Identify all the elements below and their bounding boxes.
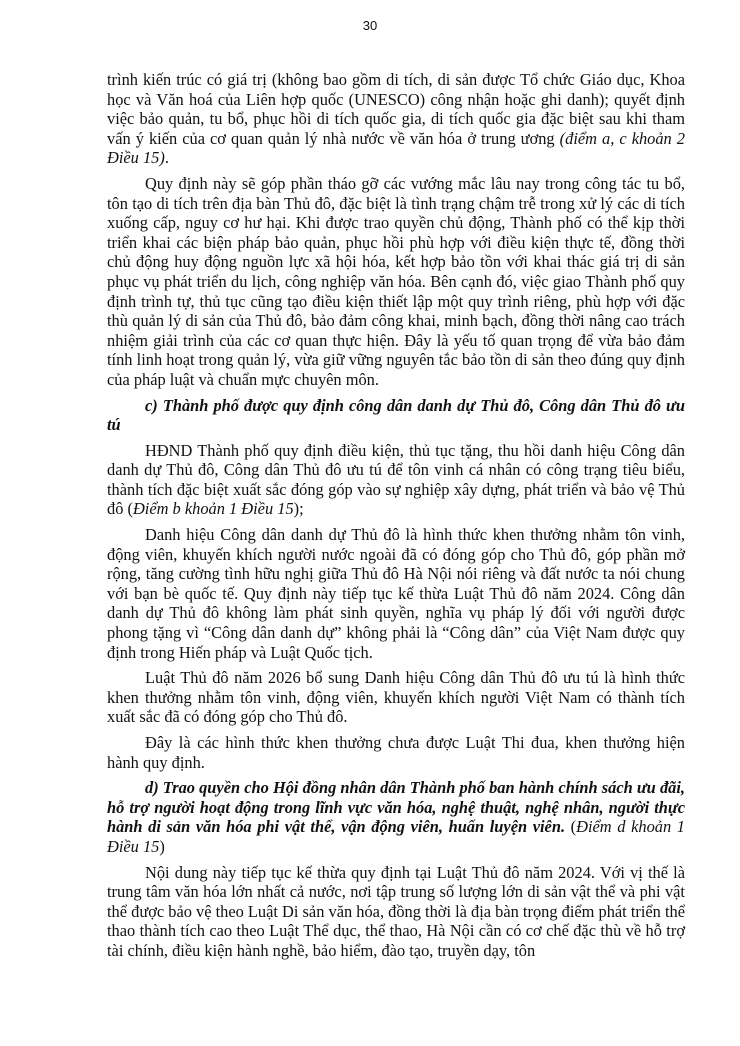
- paragraph-5: Luật Thủ đô năm 2026 bổ sung Danh hiệu Công dân Thủ đô ưu tú là hình thức khen thưởng nhằm tôn vinh, động viên, khuyến khích người Việt Nam có thành tích xuất sắc đã có đóng góp cho Thủ đô.: [107, 668, 685, 727]
- document-body: [107, 70, 685, 967]
- paragraph-4: Danh hiệu Công dân danh dự Thủ đô là hình thức khen thưởng nhằm tôn vinh, động viên, khuyến khích người nước ngoài đã có đóng góp cho Thủ đô, góp phần mở rộng, tăng cường tình hữu nghị giữa Thủ đô Hà Nội nói riêng và đất nước ta nói chung với bạn bè quốc tế. Quy định này tiếp tục kế thừa Luật Thủ đô năm 2024. Công dân danh dự Thủ đô không làm phát sinh quyền, nghĩa vụ pháp lý đối với người được phong tặng vì “Công dân danh dự” không phải là “Công dân” của Việt Nam được quy định trong Hiến pháp và Luật Quốc tịch.: [107, 525, 685, 662]
- section-heading-d: [107, 778, 685, 856]
- page-number: 30: [362, 18, 378, 33]
- section-heading-d-text: d) Trao quyền cho Hội đồng nhân dân Thành phố ban hành chính sách ưu đãi, hỗ trợ người hoạt động trong lĩnh vực văn hóa, nghệ thuật, nghệ nhân, người thực hành di sản văn hóa phi vật thể, vận động viên, huấn luyện viên.: [107, 778, 685, 837]
- section-heading-d-citation: Điểm d khoản 1 Điều 15: [107, 817, 685, 856]
- paragraph-1-citation: (điểm a, c khoản 2 Điều 15): [107, 128, 685, 168]
- paragraph-3: [107, 441, 685, 519]
- paragraph-2: Quy định này sẽ góp phần tháo gỡ các vướng mắc lâu nay trong công tác tu bổ, tôn tạo di tích trên địa bàn Thủ đô, đặc biệt là tình trạng chậm trễ trong xử lý các di tích xuống cấp, nguy cơ hư hại. Khi được trao quyền chủ động, Thành phố có thể kịp thời triển khai các biện pháp bảo quản, phục hồi phù hợp với điều kiện thực tế, đồng thời chủ động huy động nguồn lực xã hội hóa, kết hợp bảo tồn với khai thác giá trị di sản phục vụ phát triển du lịch, công nghiệp văn hóa. Bên cạnh đó, việc giao Thành phố quy định trình tự, thủ tục cũng tạo điều kiện thiết lập một quy trình riêng, phù hợp với đặc thù quản lý di sản của Thủ đô, bảo đảm công khai, minh bạch, đồng thời nâng cao trách nhiệm giải trình của các cơ quan thực hiện. Đây là yếu tố quan trọng để vừa bảo đảm tính linh hoạt trong quản lý, vừa giữ vững nguyên tắc bảo tồn di sản theo đúng quy định của pháp luật và chuẩn mực chuyên môn.: [107, 173, 685, 389]
- paragraph-3-citation: Điểm b khoản 1 Điều 15: [132, 499, 294, 519]
- paragraph-7: Nội dung này tiếp tục kế thừa quy định tại Luật Thủ đô năm 2024. Với vị thế là trung tâm văn hóa lớn nhất cả nước, nơi tập trung số lượng lớn di sản vật thể và phi vật thể được bảo vệ theo Luật Di sản văn hóa, đồng thời là địa bàn trọng điểm phát triển thể thao thành tích cao theo Luật Thể dục, thể thao, Hà Nội cần có cơ chế đặc thù về hỗ trợ tài chính, điều kiện hành nghề, bảo hiểm, đào tạo, truyền dạy, tôn: [107, 862, 685, 960]
- paragraph-6: Đây là các hình thức khen thưởng chưa được Luật Thi đua, khen thưởng hiện hành quy định.: [107, 733, 685, 772]
- paragraph-1-text: trình kiến trúc có giá trị (không bao gồm di tích, di sản được Tổ chức Giáo dục, Khoa học và Văn hoá của Liên hợp quốc (UNESCO) công nhận hoặc ghi danh); quyết định việc bảo quản, tu bổ, phục hồi di tích quốc gia, di tích quốc gia đặc biệt sau khi tham vấn ý kiến của cơ quan quản lý nhà nước về văn hóa ở trung ương: [107, 70, 685, 148]
- section-heading-d-open: (: [565, 817, 577, 837]
- paragraph-3-text: HĐND Thành phố quy định điều kiện, thủ tục tặng, thu hồi danh hiệu Công dân danh dự Thủ đô, Công dân Thủ đô ưu tú để tôn vinh cá nhân có công trạng tiêu biểu, thành tích đặc biệt xuất sắc đóng góp vào sự nghiệp xây dựng, phát triển và bảo vệ Thủ đô (: [107, 440, 685, 519]
- paragraph-1-end: .: [164, 148, 169, 168]
- paragraph-3-end: );: [293, 499, 304, 519]
- section-heading-d-close: ): [159, 836, 165, 856]
- paragraph-1: [107, 70, 685, 168]
- section-heading-c: c) Thành phố được quy định công dân danh dự Thủ đô, Công dân Thủ đô ưu tú: [107, 395, 685, 435]
